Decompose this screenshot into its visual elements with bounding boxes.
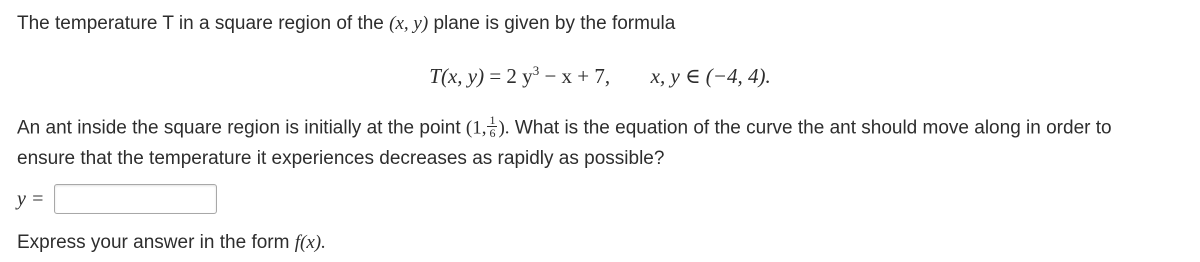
question-line-1 bbox=[17, 113, 1112, 141]
intro-text: The temperature T in a square region of the bbox=[17, 13, 384, 34]
answer-row bbox=[17, 182, 217, 216]
temperature-formula bbox=[0, 64, 1200, 89]
formula-domain: x, y ∈ (−4, 4). bbox=[650, 64, 771, 88]
answer-input[interactable] bbox=[54, 184, 217, 214]
hint-text: Express your answer in the form bbox=[17, 232, 290, 253]
point-open: (1, bbox=[465, 117, 487, 139]
point-fraction bbox=[487, 114, 497, 139]
formula-exponent: 3 bbox=[532, 63, 540, 78]
fraction-numerator: 1 bbox=[489, 113, 496, 127]
coords-math: (x, y) bbox=[389, 13, 429, 34]
question-text-line2: ensure that the temperature it experiences decreases as rapidly as possible? bbox=[17, 148, 665, 169]
formula-lhs: T(x, y) bbox=[429, 64, 485, 88]
question-text-a: An ant inside the square region is initially at the point bbox=[17, 117, 461, 139]
hint-form: f(x). bbox=[294, 232, 326, 253]
formula-rhs-b: − x + 7, bbox=[539, 64, 611, 88]
question-text-b: What is the equation of the curve the ant should move along in order to bbox=[514, 117, 1112, 139]
intro-text-end: plane is given by the formula bbox=[433, 13, 676, 34]
problem-intro bbox=[17, 13, 675, 35]
fraction-denominator: 6 bbox=[489, 126, 496, 140]
answer-hint bbox=[17, 232, 326, 254]
formula-rhs-a: = 2 y bbox=[489, 64, 533, 88]
question-line-2 bbox=[17, 148, 664, 170]
answer-label: y = bbox=[17, 187, 45, 210]
point-close: ). bbox=[498, 117, 510, 139]
